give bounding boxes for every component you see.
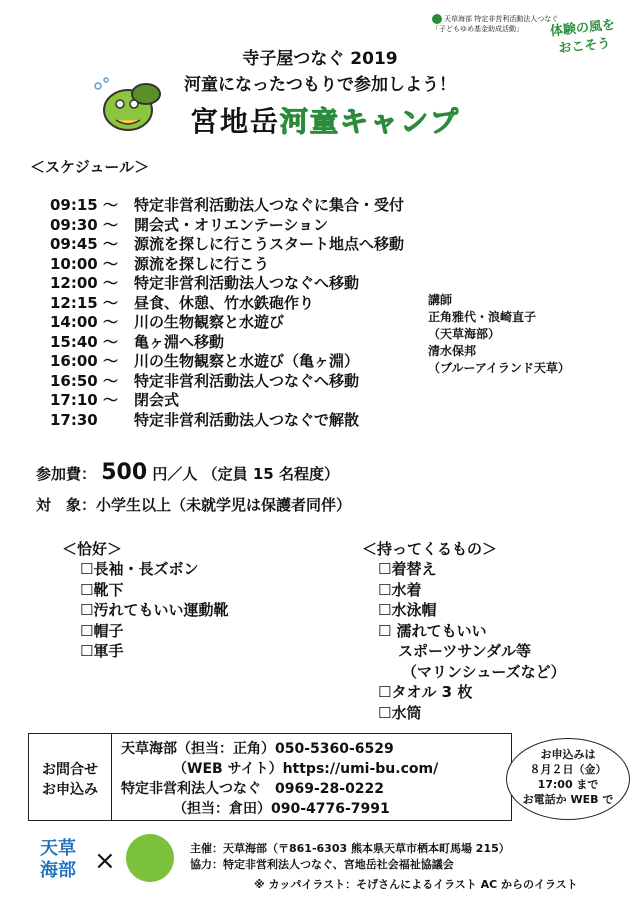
event-tagline: 河童になったつもりで参加しよう！ <box>184 75 456 95</box>
event-title <box>190 100 460 140</box>
instructor-line1: 正角雅代・浪崎直子 <box>428 310 537 324</box>
schedule-row <box>50 214 328 235</box>
schedule-time: 15:40 ～ <box>50 332 118 351</box>
bring-item: ☐タオル 3 枚 <box>378 683 473 701</box>
target-label: 対 象： <box>36 496 97 514</box>
fee-label: 参加費： <box>36 465 97 483</box>
sponsor-block <box>432 14 559 34</box>
sponsor-line1: 天草海部 特定非営利活動法人つなぐ <box>444 15 559 23</box>
attire-item: ☐長袖・長ズボン <box>80 560 199 578</box>
bring-item: （マリンシューズなど） <box>402 662 566 681</box>
contact-box <box>28 733 512 821</box>
fee-unit: 円／人 （定員 15 名程度） <box>152 465 339 483</box>
schedule-activity: 開会式・オリエンテーション <box>134 215 329 234</box>
schedule-activity: 川の生物観察と水遊び <box>134 313 285 331</box>
contact-label-inquiry: お問合せ <box>42 762 98 778</box>
event-series-title: 寺子屋つなぐ 2019 <box>242 49 398 69</box>
sponsor-line2: 「子どもゆめ基金助成活動」 <box>432 25 523 33</box>
kappa-illustration <box>86 72 166 136</box>
schedule-activity: 源流を探しに行こうスタート地点へ移動 <box>134 235 405 253</box>
logo-text2: 海部 <box>40 860 76 881</box>
schedule-time: 09:45 ～ <box>50 235 118 253</box>
footer-credit: ※ カッパイラスト：そげさんによるイラスト AC からのイラスト <box>254 878 578 891</box>
schedule-heading: ＜スケジュール＞ <box>30 158 150 176</box>
bring-item: ☐水泳帽 <box>378 601 437 619</box>
schedule-row <box>50 409 359 430</box>
attire-item: ☐靴下 <box>80 580 124 599</box>
schedule-time: 16:00 ～ <box>50 352 118 370</box>
instructor-block <box>428 292 570 377</box>
contact-label <box>29 734 112 820</box>
schedule-row <box>50 272 359 293</box>
schedule-activity: 特定非営利活動法人つなぐへ移動 <box>134 274 360 292</box>
schedule-activity: 特定非営利活動法人つなぐに集合・受付 <box>134 196 405 214</box>
bring-item: ☐水着 <box>378 580 422 599</box>
schedule-row <box>50 311 284 332</box>
logo-text1: 天草 <box>40 838 76 859</box>
instructor-line2: （天草海部） <box>428 327 501 341</box>
deadline-bubble <box>506 738 630 820</box>
schedule-time: 12:00 ～ <box>50 274 118 292</box>
tsunagu-logo-icon <box>126 834 174 882</box>
instructor-line3: 清水保邦 <box>428 344 477 358</box>
deadline-line2: ８月２日（金） <box>529 763 607 776</box>
schedule-row <box>50 389 179 410</box>
footer-host: 主催：天草海部（〒861-6303 熊本県天草市栖本町馬場 215） <box>190 842 510 855</box>
amakusa-umibu-logo <box>40 838 88 882</box>
target-line <box>36 494 351 515</box>
schedule-time: 16:50 ～ <box>50 371 118 390</box>
schedule-activity: 特定非営利活動法人つなぐで解散 <box>134 410 360 429</box>
event-title-part2: 河童キャンプ <box>280 105 461 138</box>
attire-item: ☐軍手 <box>80 642 124 660</box>
fee-line <box>36 460 339 485</box>
schedule-row <box>50 194 404 215</box>
instructor-label: 講師 <box>428 293 453 307</box>
schedule-row <box>50 350 359 371</box>
schedule-time: 09:15 ～ <box>50 196 118 214</box>
bring-item: ☐水筒 <box>378 703 422 722</box>
target-text: 小学生以上（未就学児は保護者同伴） <box>96 496 352 514</box>
fee-amount: 500 <box>101 460 148 485</box>
sponsor-logo-icon <box>432 14 442 24</box>
schedule-time: 10:00 ～ <box>50 254 118 273</box>
schedule-row <box>50 233 404 254</box>
deadline-line3: 17:00 まで <box>537 778 599 791</box>
schedule-time: 09:30 ～ <box>50 215 118 234</box>
schedule-row <box>50 370 359 391</box>
schedule-time: 17:30 <box>50 410 98 429</box>
bring-heading: ＜持ってくるもの＞ <box>362 540 498 558</box>
schedule-activity: 亀ヶ淵へ移動 <box>134 332 225 351</box>
contact-label-apply: お申込み <box>42 782 98 798</box>
instructor-line4: （ブルーアイランド天草） <box>428 361 570 375</box>
schedule-activity: 昼食、休憩、竹水鉄砲作り <box>134 293 315 312</box>
contact-line2: （WEB サイト）https://umi-bu.com/ <box>173 761 439 777</box>
deadline-line1: お申込みは <box>540 748 596 761</box>
contact-line3: 特定非営利法人つなぐ 0969-28-0222 <box>121 781 385 797</box>
bring-item: ☐ 濡れてもいい <box>378 621 487 640</box>
badge-line2: おこそう <box>557 36 612 57</box>
contact-line1: 天草海部（担当：正角）050-5360-6529 <box>121 741 394 757</box>
schedule-row <box>50 292 314 313</box>
bring-item: ☐着替え <box>378 560 437 578</box>
schedule-activity: 源流を探しに行こう <box>134 254 270 273</box>
contact-line4: （担当：倉田）090-4776-7991 <box>173 801 390 817</box>
event-title-part1: 宮地岳 <box>190 105 281 138</box>
attire-item: ☐帽子 <box>80 621 124 640</box>
collaboration-mark: × <box>94 846 116 876</box>
badge-line1: 体験の風を <box>549 17 616 40</box>
schedule-time: 14:00 ～ <box>50 313 118 331</box>
deadline-line4: お電話か WEB で <box>522 793 614 806</box>
schedule-activity: 閉会式 <box>134 391 180 409</box>
schedule-activity: 川の生物観察と水遊び（亀ヶ淵） <box>134 352 360 370</box>
attire-heading: ＜恰好＞ <box>62 540 123 558</box>
schedule-time: 17:10 ～ <box>50 391 118 409</box>
schedule-row <box>50 253 269 274</box>
schedule-row <box>50 331 224 352</box>
bring-item: スポーツサンダル等 <box>398 642 532 660</box>
schedule-time: 12:15 ～ <box>50 293 118 312</box>
footer-cooperation: 協力：特定非営利法人つなぐ、宮地岳社会福祉協議会 <box>190 858 454 871</box>
attire-item: ☐汚れてもいい運動靴 <box>80 601 229 619</box>
schedule-activity: 特定非営利活動法人つなぐへ移動 <box>134 371 360 390</box>
